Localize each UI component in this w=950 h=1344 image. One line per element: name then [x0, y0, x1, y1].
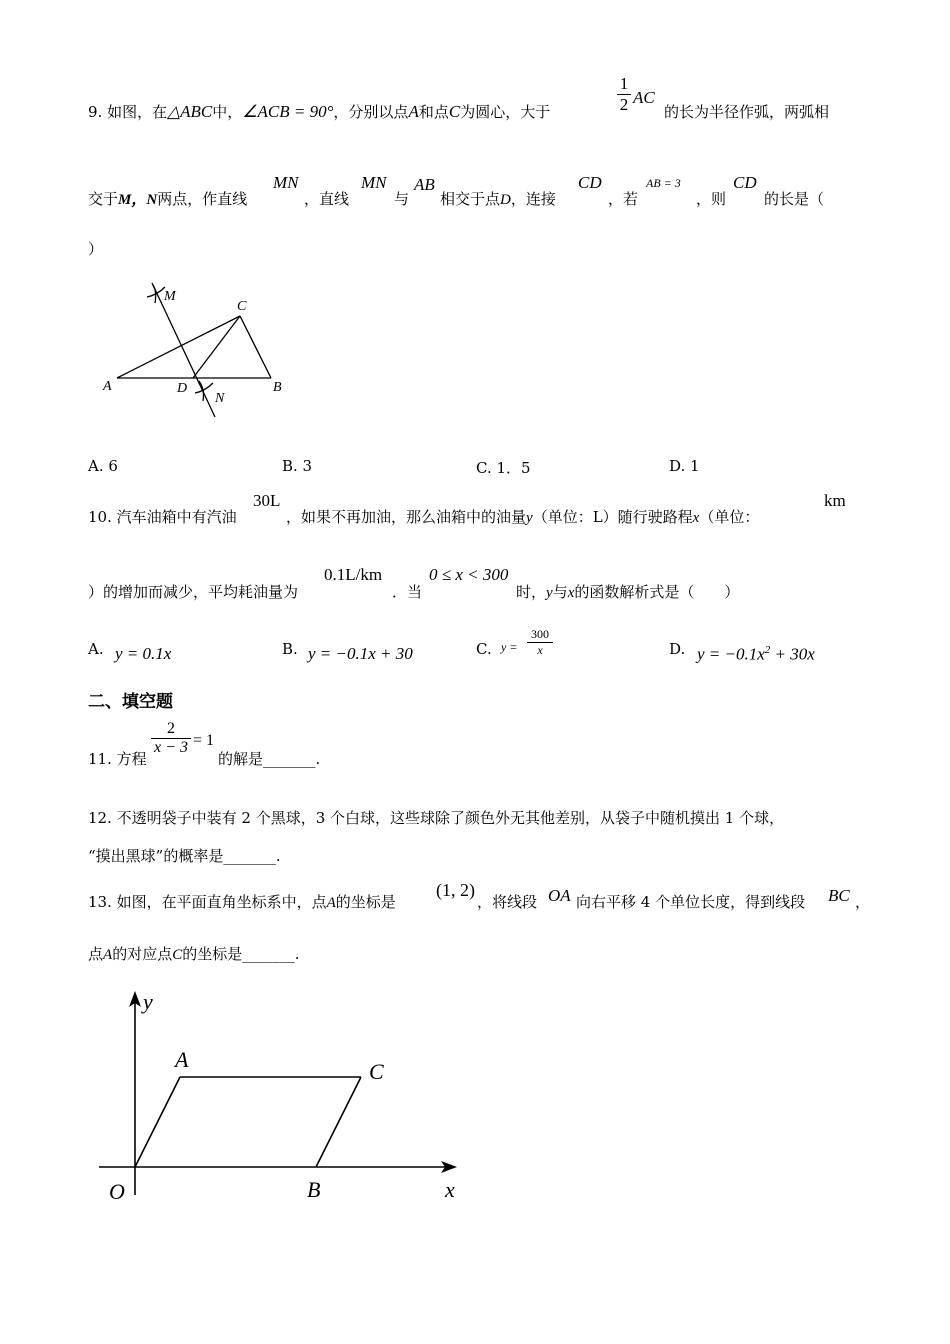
- q10-fuel-volume: 30L: [253, 491, 281, 510]
- q10-option-c-lhs: y =: [501, 640, 518, 654]
- q10-option-d: [697, 644, 815, 665]
- q10-line1b: [286, 506, 759, 527]
- q9-text: ，直线: [304, 190, 350, 208]
- q9-text: 交于: [88, 190, 119, 208]
- q9-text: 和点: [418, 103, 449, 121]
- arc-n1: [195, 383, 213, 393]
- q10-option-a-label: A.: [88, 640, 104, 658]
- q13-text: 的对应点: [112, 945, 173, 963]
- segment-ac: [117, 316, 240, 378]
- label-y: y: [143, 989, 153, 1014]
- q13-text: 13. 如图，在平面直角坐标系中，点: [88, 893, 327, 911]
- q9-text: 中，: [212, 103, 243, 121]
- q11-equals-one: = 1: [193, 732, 215, 749]
- q10-text: ）的增加而减少，平均耗油量为: [88, 583, 299, 601]
- q9-angle-acb: ∠ACB = 90°: [242, 102, 334, 121]
- q10-option-c-fraction: [527, 627, 553, 658]
- label-b: B: [307, 1177, 321, 1202]
- q9-points-mn: M，N: [118, 192, 158, 208]
- q9-text: 相交于点: [440, 190, 501, 208]
- segment-cb: [240, 316, 271, 378]
- label-x: x: [445, 1177, 455, 1202]
- q12-line2: “摸出黑球”的概率是_______.: [88, 847, 281, 865]
- q13-point-a: A: [103, 947, 113, 963]
- q9-segment-ab: AB: [414, 175, 435, 194]
- label-a: A: [175, 1047, 189, 1072]
- label-c: C: [369, 1059, 384, 1084]
- q9-option-a: A. 6: [88, 457, 118, 475]
- q10-line2c: [516, 581, 739, 602]
- q10-text: ，如果不再加油，那么油箱中的油量: [286, 508, 527, 526]
- q13-text: 向右平移 4 个单位长度，得到线段: [576, 893, 806, 911]
- q9-text: 与: [394, 190, 410, 208]
- q9-point-a: A: [408, 102, 419, 121]
- q9-line1: [88, 101, 550, 122]
- q13-coordinate: (1, 2): [436, 880, 475, 900]
- segment-oa: [135, 1077, 180, 1167]
- q10-var-y: y: [526, 510, 533, 526]
- q9-figure: [95, 275, 305, 425]
- q9-segment-ac: AC: [633, 88, 655, 107]
- q11-suffix: 的解是_______.: [218, 750, 321, 768]
- q9-text: 9. 如图，在: [88, 103, 168, 121]
- label-d: D: [177, 381, 188, 396]
- q10-option-d-exponent: 2: [764, 644, 771, 656]
- segment-cd: [193, 316, 240, 378]
- q10-option-a: y = 0.1x: [115, 644, 172, 663]
- label-a: A: [103, 379, 112, 394]
- q9-line-mn: MN: [361, 173, 387, 192]
- q9-segment-cd: CD: [733, 173, 757, 192]
- q13-text: 点: [88, 945, 104, 963]
- q10-option-b: y = −0.1x + 30: [308, 644, 413, 663]
- q13-text: ，将线段: [477, 893, 538, 911]
- q10-text: （单位：: [699, 508, 760, 526]
- q9-option-b: B. 3: [282, 457, 313, 475]
- q11-prefix: 11. 方程: [88, 750, 147, 768]
- q10-text: ．当: [392, 583, 423, 601]
- section-title: 二、填空题: [88, 692, 173, 712]
- q13-segment-bc: BC: [828, 886, 850, 905]
- q9-segment-cd: CD: [578, 173, 602, 192]
- q10-option-c-num: 300: [531, 627, 549, 641]
- q9-text: ，若: [608, 190, 639, 208]
- q10-unit-km: km: [824, 491, 846, 510]
- q9-text: ，分别以点: [333, 103, 409, 121]
- line-mn: [152, 283, 215, 417]
- q9-half-fraction: [617, 74, 631, 115]
- q13-text: ，: [855, 893, 871, 911]
- q10-text: 10. 汽车油箱中有汽油: [88, 508, 237, 526]
- q9-option-d: D. 1: [669, 457, 700, 475]
- q10-option-b-label: B.: [282, 640, 298, 658]
- q10-text: 与: [552, 583, 568, 601]
- segment-bc: [316, 1077, 361, 1167]
- label-m: M: [164, 289, 176, 304]
- q12-line1: 12. 不透明袋子中装有 2 个黑球，3 个白球，这些球除了颜色外无其他差别，从袋子中随机摸出 1 个球，: [88, 809, 785, 827]
- q10-option-c-den: x: [527, 642, 553, 658]
- q9-text: ，连接: [510, 190, 556, 208]
- q9-line2b: [440, 188, 556, 209]
- q9-triangle-abc: △ABC: [167, 102, 213, 121]
- q13-figure: [95, 985, 475, 1215]
- q9-line-mn: MN: [273, 173, 299, 192]
- q9-line2a: [88, 188, 247, 209]
- q13-segment-oa: OA: [548, 886, 571, 905]
- q10-text: 的函数解析式是（ ）: [574, 583, 740, 601]
- q10-text: （单位：L）随行驶路程: [532, 508, 693, 526]
- q10-text: 时，: [516, 583, 547, 601]
- q9-ab-equals: AB = 3: [646, 176, 681, 190]
- q9-text: ，则: [696, 190, 727, 208]
- q10-option-d-part: + 30x: [770, 644, 815, 664]
- q10-var-x: x: [692, 510, 700, 526]
- label-b: B: [273, 380, 282, 395]
- q11-frac-num: 2: [167, 720, 175, 737]
- q10-range: 0 ≤ x < 300: [429, 565, 509, 584]
- q9-point-c: C: [448, 102, 461, 121]
- q13-point-c: C: [172, 947, 183, 963]
- q9-text: 两点，作直线: [157, 190, 248, 208]
- q9-text: ）: [88, 240, 104, 258]
- q13-point-a: A: [326, 895, 336, 911]
- label-o: O: [109, 1179, 125, 1204]
- q9-option-c: C. 1．5: [476, 459, 531, 477]
- q10-option-d-label: D.: [669, 640, 686, 658]
- q9-text: 的长是（: [764, 190, 825, 208]
- q10-rate: 0.1L/km: [324, 565, 383, 584]
- q10-var-y: y: [546, 585, 553, 601]
- q9-point-d: D: [500, 192, 511, 208]
- label-n: N: [215, 391, 225, 406]
- q9-text: 为圆心，大于: [460, 103, 551, 121]
- q10-option-c-label: C.: [476, 640, 492, 658]
- q11-fraction: [151, 720, 191, 757]
- q10-var-x: x: [567, 585, 575, 601]
- q13-line2: [88, 943, 300, 964]
- q11-frac-den: x − 3: [151, 738, 191, 757]
- q9-frac-den: 2: [617, 94, 631, 115]
- q9-text: 的长为半径作弧，两弧相: [664, 103, 830, 121]
- q13-text: 的坐标是: [335, 893, 396, 911]
- q13-text: 的坐标是_______.: [182, 945, 300, 963]
- q9-frac-num: 1: [619, 74, 629, 93]
- q13-line1a: [88, 891, 396, 912]
- q10-option-d-part: y = −0.1x: [697, 644, 765, 664]
- label-c: C: [237, 299, 247, 314]
